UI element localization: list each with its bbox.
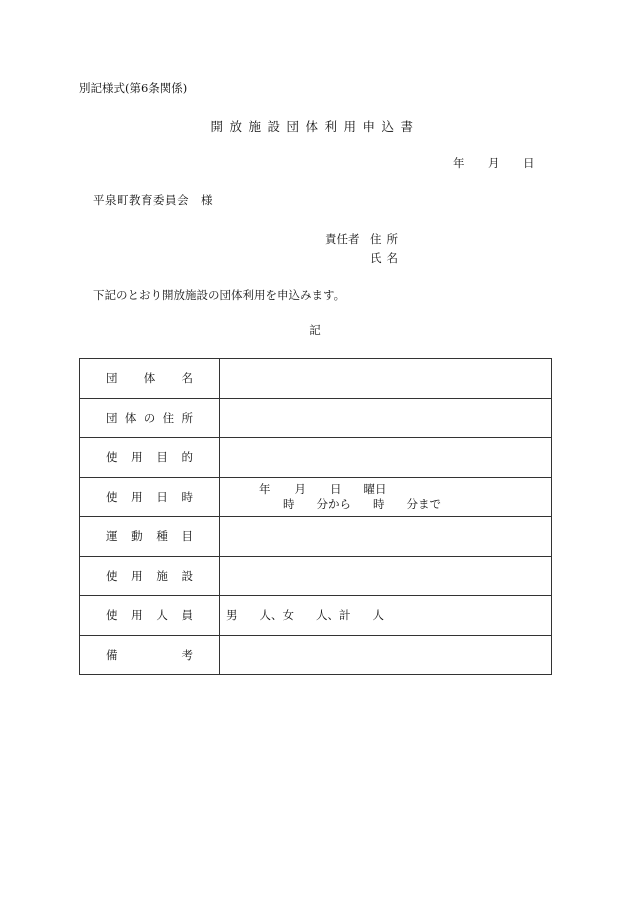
- table-row: [80, 359, 552, 399]
- label-char: 用: [131, 489, 143, 504]
- label-char: 名: [181, 371, 193, 386]
- people-count-field[interactable]: [220, 596, 552, 636]
- label-char: 日: [156, 489, 168, 504]
- date-day-label: 日: [523, 156, 535, 170]
- facility-field[interactable]: [220, 556, 552, 596]
- label-char: 使: [106, 489, 118, 504]
- table-row: [80, 517, 552, 557]
- row-label-group-name: [80, 359, 220, 399]
- dt-minute-to: 分まで: [406, 496, 441, 511]
- label-char: 施: [156, 568, 168, 583]
- group-name-field[interactable]: [220, 359, 552, 399]
- label-char: 使: [106, 608, 118, 623]
- table-row: [80, 477, 552, 517]
- dt-year: 年: [259, 481, 271, 496]
- row-label-remarks: [80, 635, 220, 675]
- dt-month: 月: [294, 481, 306, 496]
- form-number-label: 別記様式(第6条関係): [79, 81, 188, 95]
- time-line: [283, 497, 551, 512]
- dt-hour-to: 時: [373, 496, 385, 511]
- row-label-people: [80, 596, 220, 636]
- table-row: [80, 398, 552, 438]
- label-char: 目: [181, 529, 193, 544]
- label-char: 設: [181, 568, 193, 583]
- application-table: [79, 358, 552, 675]
- label-char: の: [143, 410, 156, 425]
- label-char: 所: [181, 410, 193, 425]
- application-statement: 下記のとおり開放施設の団体利用を申込みます。: [93, 288, 346, 302]
- total-unit: 人: [372, 608, 384, 623]
- table-row: [80, 596, 552, 636]
- label-char: 体: [124, 410, 137, 425]
- label-char: 種: [156, 529, 168, 544]
- dt-day: 日: [330, 481, 342, 496]
- row-label-group-address: [80, 398, 220, 438]
- label-char: 人: [156, 608, 168, 623]
- label-char: 用: [131, 450, 143, 465]
- label-char: 用: [131, 608, 143, 623]
- female-unit: 人、計: [316, 608, 351, 623]
- applicant-address-label: 住所: [370, 232, 403, 246]
- table-row: [80, 635, 552, 675]
- group-address-field[interactable]: [220, 398, 552, 438]
- label-char: 備: [106, 647, 118, 662]
- label-char: 員: [181, 608, 193, 623]
- applicant-name-label: 氏名: [370, 251, 403, 265]
- male-unit: 人、女: [259, 608, 294, 623]
- label-char: 運: [106, 529, 118, 544]
- table-row: [80, 556, 552, 596]
- dt-weekday: 曜日: [363, 481, 387, 496]
- label-char: 用: [131, 568, 143, 583]
- document-title: 開放施設団体利用申込書: [210, 119, 420, 134]
- date-line: [259, 482, 551, 497]
- label-char: 団: [106, 371, 118, 386]
- male-label: 男: [226, 608, 238, 623]
- row-label-purpose: [80, 438, 220, 478]
- addressee: 平泉町教育委員会 様: [93, 193, 213, 207]
- remarks-field[interactable]: [220, 635, 552, 675]
- label-char: 的: [181, 450, 193, 465]
- date-month-label: 月: [488, 156, 500, 170]
- row-label-facility: [80, 556, 220, 596]
- row-label-sport: [80, 517, 220, 557]
- dt-hour-from: 時: [283, 496, 295, 511]
- datetime-field[interactable]: [220, 477, 552, 517]
- label-char: 体: [143, 371, 156, 386]
- table-row: [80, 438, 552, 478]
- label-char: 使: [106, 568, 118, 583]
- purpose-field[interactable]: [220, 438, 552, 478]
- sport-field[interactable]: [220, 517, 552, 557]
- label-char: 住: [162, 410, 175, 425]
- row-label-datetime: [80, 477, 220, 517]
- label-char: 使: [106, 450, 118, 465]
- date-year-label: 年: [453, 156, 465, 170]
- responsible-person-label: 責任者: [325, 232, 360, 246]
- ki-heading: 記: [309, 323, 321, 337]
- label-char: 動: [131, 529, 143, 544]
- label-char: 団: [106, 410, 118, 425]
- label-char: 考: [181, 647, 193, 662]
- label-char: 時: [181, 489, 193, 504]
- dt-minute-from: 分から: [316, 496, 351, 511]
- label-char: 目: [156, 450, 168, 465]
